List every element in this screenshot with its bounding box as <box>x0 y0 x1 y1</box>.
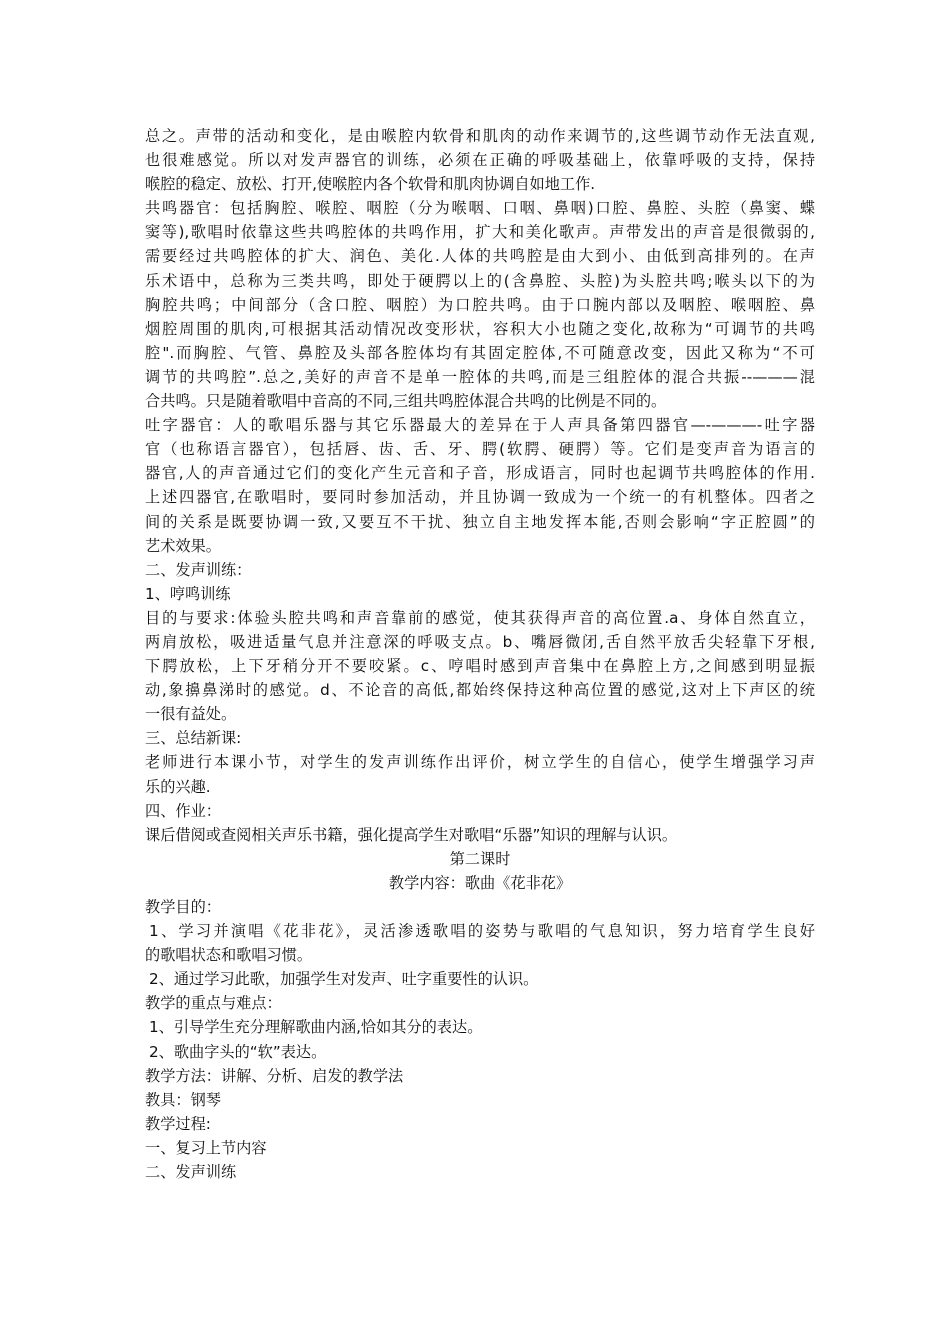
text-line: 需要经过共鸣腔体的扩大、润色、美化.人体的共鸣腔是由大到小、由低到高排列的。在声 <box>145 247 815 266</box>
section-heading: 教学目的： <box>145 898 221 916</box>
text-line: 动,象擤鼻涕时的感觉。d、不论音的高低,都始终保持这种高位置的感觉,这对上下声区的统 <box>145 681 815 700</box>
lesson-title: 第二课时 <box>449 849 511 868</box>
text-line: 教具：钢琴 <box>145 1090 221 1109</box>
text-line: 也很难感觉。所以对发声器官的训练，必须在正确的呼吸基础上，依靠呼吸的支持，保持 <box>145 151 815 170</box>
subsection-heading: 1、哼鸣训练 <box>145 584 231 603</box>
list-item: 二、发声训练 <box>145 1163 237 1182</box>
text-line: 两肩放松，吸进适量气息并注意深的呼吸支点。b、嘴唇微闭,舌自然平放舌尖轻靠下牙根, <box>145 632 815 651</box>
document-page <box>145 124 815 1184</box>
list-item: 2、通过学习此歌，加强学生对发声、吐字重要性的认识。 <box>149 970 539 989</box>
text-line: 共鸣器官：包括胸腔、喉腔、咽腔（分为喉咽、口咽、鼻咽)口腔、鼻腔、头腔（鼻窦、蝶 <box>145 199 815 218</box>
text-line: 课后借阅或查阅相关声乐书籍，强化提高学生对歌唱“乐器”知识的理解与认识。 <box>145 825 678 844</box>
text-line: 下腭放松，上下牙稍分开不要咬紧。c、哼唱时感到声音集中在鼻腔上方,之间感到明显振 <box>145 657 815 676</box>
text-line: 窦等),歌唱时依靠这些共鸣腔体的共鸣作用，扩大和美化歌声。声带发出的声音是很微弱的, <box>145 223 815 242</box>
text-line: 器官,人的声音通过它们的变化产生元音和子音，形成语言，同时也起调节共鸣腔体的作用. <box>145 464 815 483</box>
section-heading: 二、发声训练： <box>145 560 252 579</box>
text-line: 教学方法：讲解、分析、启发的教学法 <box>145 1066 404 1085</box>
text-line: 乐术语中，总称为三类共鸣，即处于硬腭以上的(含鼻腔、头腔)为头腔共鸣;喉头以下的为 <box>145 271 815 290</box>
text-line: 目的与要求:体验头腔共鸣和声音靠前的感觉，使其获得声音的高位置.a、身体自然直立， <box>145 608 815 627</box>
text-line: 一很有益处。 <box>145 705 237 724</box>
list-item: 2、歌曲字头的“软”表达。 <box>149 1042 327 1061</box>
text-line: 官（也称语言器官），包括唇、齿、舌、牙、腭(软腭、硬腭）等。它们是变声音为语言的 <box>145 440 815 459</box>
text-line: 上述四器官,在歌唱时，要同时参加活动，并且协调一致成为一个统一的有机整体。四者之 <box>145 488 815 507</box>
section-heading: 三、总结新课: <box>145 729 242 748</box>
text-line: 烟腔周围的肌肉,可根据其活动情况改变形状，容积大小也随之变化,故称为“可调节的共鸣 <box>145 319 815 338</box>
section-heading: 教学的重点与难点： <box>145 994 282 1013</box>
text-line: 调节的共鸣腔”.总之,美好的声音不是单一腔体的共鸣,而是三组腔体的混合共振--———混 <box>145 367 815 386</box>
text-line: 合共鸣。只是随着歌唱中音高的不同,三组共鸣腔体混合共鸣的比例是不同的。 <box>145 392 667 411</box>
text-line: 胸腔共鸣；中间部分（含口腔、咽腔）为口腔共鸣。由于口腕内部以及咽腔、喉咽腔、鼻 <box>145 295 815 314</box>
list-item: 1、引导学生充分理解歌曲内涵,恰如其分的表达。 <box>149 1018 483 1037</box>
section-heading: 教学过程: <box>145 1114 211 1133</box>
lesson-subtitle: 教学内容：歌曲《花非花》 <box>388 873 572 892</box>
section-heading: 四、作业： <box>145 801 221 820</box>
text-line: 腔".而胸腔、气管、鼻腔及头部各腔体均有其固定腔体,不可随意改变，因此又称为“不可 <box>145 343 815 362</box>
text-line: 乐的兴趣. <box>145 777 211 796</box>
text-line: 吐字器官：人的歌唱乐器与其它乐器最大的差异在于人声具备第四器官—-———-吐字器 <box>145 416 815 435</box>
text-line: 的歌唱状态和歌唱习惯。 <box>145 946 313 965</box>
text-line: 总之。声带的活动和变化，是由喉腔内软骨和肌肉的动作来调节的,这些调节动作无法直观, <box>145 127 815 145</box>
list-item: 一、复习上节内容 <box>145 1138 267 1157</box>
text-line: 间的关系是既要协调一致,又要互不干扰、独立自主地发挥本能,否则会影响“字正腔圆”的 <box>145 512 815 531</box>
list-item: 1、学习并演唱《花非花》，灵活渗透歌唱的姿势与歌唱的气息知识，努力培育学生良好 <box>149 922 815 941</box>
text-line: 艺术效果。 <box>145 536 221 555</box>
text-line: 老师进行本课小节，对学生的发声训练作出评价，树立学生的自信心，使学生增强学习声 <box>145 753 815 772</box>
text-line: 喉腔的稳定、放松、打开,使喉腔内各个软骨和肌肉协调自如地工作. <box>145 175 596 194</box>
